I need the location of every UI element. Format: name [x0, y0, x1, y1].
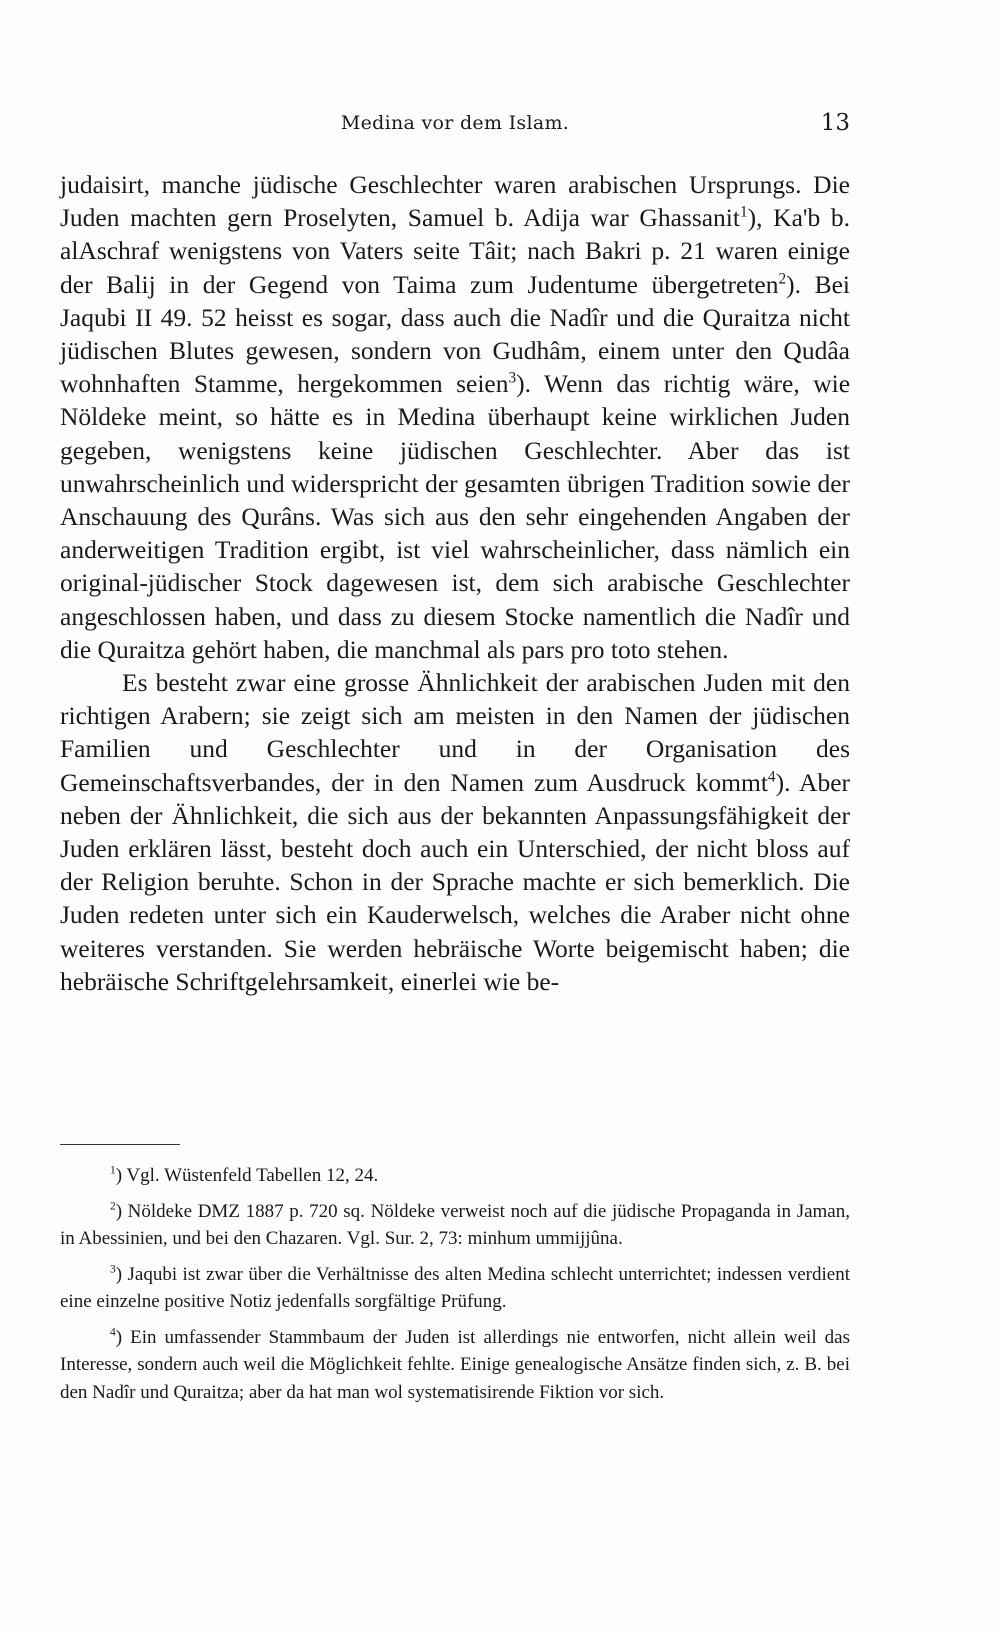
footnote-ref: 4	[767, 768, 776, 786]
paragraph-1	[60, 168, 850, 666]
page-number: 13	[820, 110, 850, 136]
footnote-3	[60, 1261, 850, 1316]
main-text	[60, 168, 850, 998]
paragraph-text: ). Aber neben der Ähnlichkeit, die sich aus der bekannten Anpassungsfähigkeit der Juden erklären lässt, besteht doch auch ein Unterschied, der nicht bloss auf der Religion beruhte. Schon in der Sprache machte er sich bemerklich. Die Juden redeten unter sich ein Kauderwelsch, welches die Araber nicht ohne weiteres verstanden. Sie werden hebräische Worte beigemischt haben; die hebräische Schriftgelehrsamkeit, einerlei wie be-	[60, 767, 850, 996]
footnote-mark: 3	[110, 1263, 116, 1276]
footnote-rule	[60, 1144, 180, 1145]
footnotes	[60, 1162, 850, 1414]
running-title: Medina vor dem Islam.	[340, 112, 570, 134]
paragraph-2	[60, 666, 850, 998]
running-head	[60, 112, 850, 142]
footnote-ref: 2	[778, 270, 787, 288]
footnote-mark: 4	[110, 1326, 116, 1339]
paragraph-text: ), Ka'b b. alAschraf wenigstens von Vaters seite Tâit; nach Bakri p. 21 waren einige der Balij in der Gegend von Taima zum Judentume übergetreten	[60, 203, 850, 299]
footnote-1	[60, 1162, 850, 1190]
paragraph-text: ). Wenn das richtig wäre, wie Nöldeke meint, so hätte es in Medina überhaupt keine wirklichen Juden gegeben, wenigstens keine jüdischen Geschlechter. Aber das ist unwahrscheinlich und widerspricht der gesamten übrigen Tradition sowie der Anschauung des Qurâns. Was sich aus den sehr eingehenden Angaben der anderweitigen Tradition ergibt, ist viel wahrscheinlicher, dass nämlich ein original-jüdischer Stock dagewesen ist, dem sich arabische Geschlechter angeschlossen haben, und dass zu diesem Stocke namentlich die Nadîr und die Quraitza gehört haben, die manchmal als pars pro toto stehen.	[60, 369, 851, 664]
footnote-2	[60, 1198, 850, 1253]
footnote-mark: 2	[110, 1200, 116, 1213]
footnote-ref: 1	[739, 203, 748, 221]
footnote-mark: 1	[110, 1164, 116, 1177]
footnote-text: ) Nöldeke DMZ 1887 p. 720 sq. Nöldeke verweist noch auf die jüdische Propaganda in Jaman, in Abessinien, und bei den Chazaren. Vgl. Sur. 2, 73: minhum ummijjûna.	[60, 1200, 850, 1249]
paragraph-text: Es besteht zwar eine grosse Ähnlichkeit der arabischen Juden mit den richtigen Arabern; sie zeigt sich am meisten in den Namen der jüdischen Familien und Geschlechter und in der Organisation des Gemeinschaftsverbandes, der in den Namen zum Ausdruck kommt	[60, 668, 850, 797]
paragraph-text: ). Bei Jaqubi II 49. 52 heisst es sogar, dass auch die Nadîr und die Quraitza nicht jüdischen Blutes gewesen, sondern von Gudhâm, einem unter den Qudâa wohnhaften Stamme, hergekommen seien	[60, 269, 851, 399]
footnote-ref: 3	[508, 369, 517, 387]
footnote-text: ) Jaqubi ist zwar über die Verhältnisse des alten Medina schlecht unterrichtet; indessen verdient eine einzelne positive Notiz jedenfalls sorgfältige Prüfung.	[60, 1263, 850, 1312]
footnote-text: ) Vgl. Wüstenfeld Tabellen 12, 24.	[115, 1165, 379, 1186]
footnote-text: ) Ein umfassender Stammbaum der Juden ist allerdings nie entworfen, nicht allein weil das Interesse, sondern auch weil die Möglichkeit fehlte. Einige genealogische Ansätze finden sich, z. B. bei den Nadîr und Quraitza; aber da hat man wol systematisirende Fiktion vor sich.	[60, 1326, 850, 1403]
footnote-4	[60, 1324, 850, 1407]
paragraph-text: judaisirt, manche jüdische Geschlechter waren arabischen Ursprungs. Die Juden machten gern Proselyten, Samuel b. Adija war Ghassanit	[60, 170, 850, 233]
